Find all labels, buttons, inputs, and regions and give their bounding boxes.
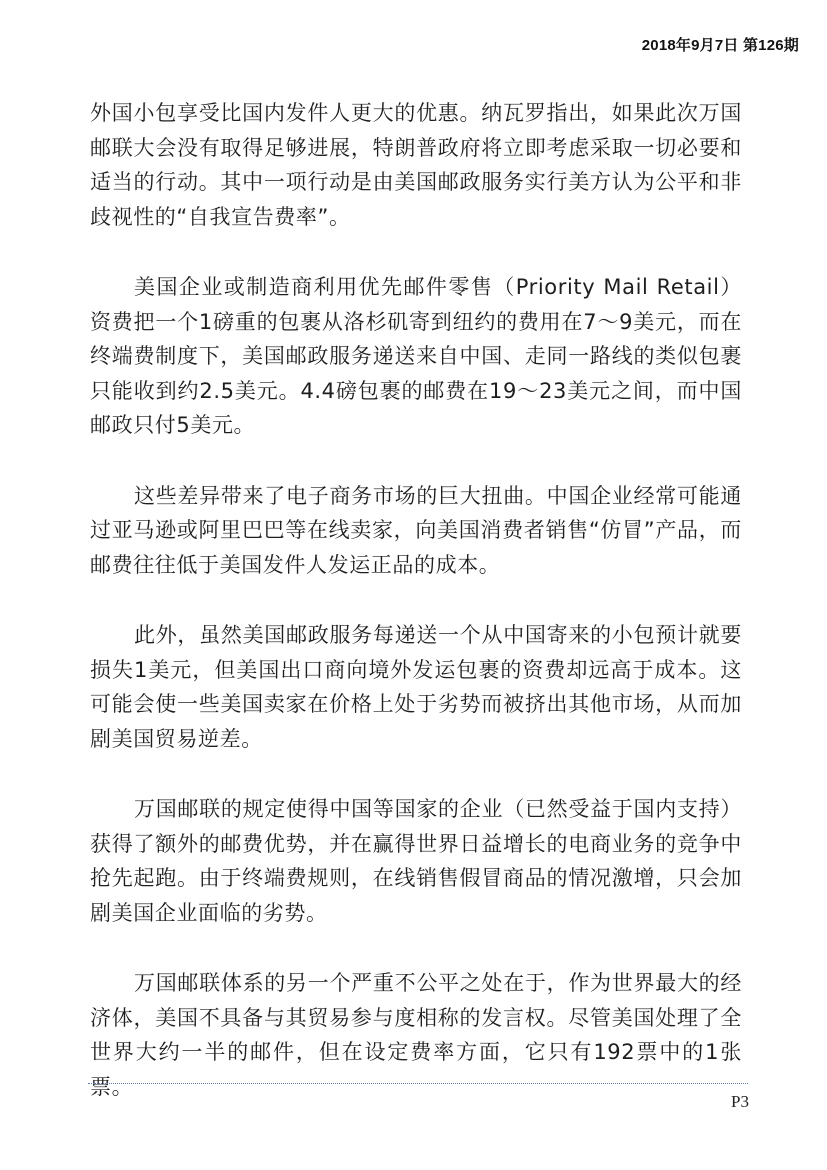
issue-date-header: 2018年9月7日 第126期: [641, 37, 799, 54]
paragraph-4: 此外，虽然美国邮政服务每递送一个从中国寄来的小包预计就要损失1美元，但美国出口商向境外发运包裹的资费却远高于成本。这可能会使一些美国卖家在价格上处于劣势而被挤出其他市场，从而加剧美国贸易逆差。: [90, 623, 742, 751]
paragraph-5: 万国邮联的规定使得中国等国家的企业（已然受益于国内支持）获得了额外的邮费优势，并在赢得世界日益增长的电商业务的竞争中抢先起跑。由于终端费规则，在线销售假冒商品的情况激增，只会加剧美国企业面临的劣势。: [90, 797, 742, 925]
paragraph-1: 外国小包享受比国内发件人更大的优惠。纳瓦罗指出，如果此次万国邮联大会没有取得足够进展，特朗普政府将立即考虑采取一切必要和适当的行动。其中一项行动是由美国邮政服务实行美方认为公平和非歧视性的“自我宣告费率”。: [90, 101, 742, 229]
paragraph-6: 万国邮联体系的另一个严重不公平之处在于，作为世界最大的经济体，美国不具备与其贸易参与度相称的发言权。尽管美国处理了全世界大约一半的邮件，但在设定费率方面，它只有192票中的1张票。: [90, 971, 742, 1099]
article-body: [90, 96, 742, 1140]
paragraph-3: 这些差异带来了电子商务市场的巨大扭曲。中国企业经常可能通过亚马逊或阿里巴巴等在线卖家，向美国消费者销售“仿冒”产品，而邮费往往低于美国发件人发运正品的成本。: [90, 483, 742, 577]
footer-divider: [88, 1083, 748, 1084]
page-number: P3: [731, 1092, 749, 1111]
paragraph-2: 美国企业或制造商利用优先邮件零售（Priority Mail Retail）资费把一个1磅重的包裹从洛杉矶寄到纽约的费用在7～9美元，而在终端费制度下，美国邮政服务递送来自中国、走同一路线的类似包裹只能收到约2.5美元。4.4磅包裹的邮费在19～23美元之间，而中国邮政只付5美元。: [90, 275, 742, 437]
